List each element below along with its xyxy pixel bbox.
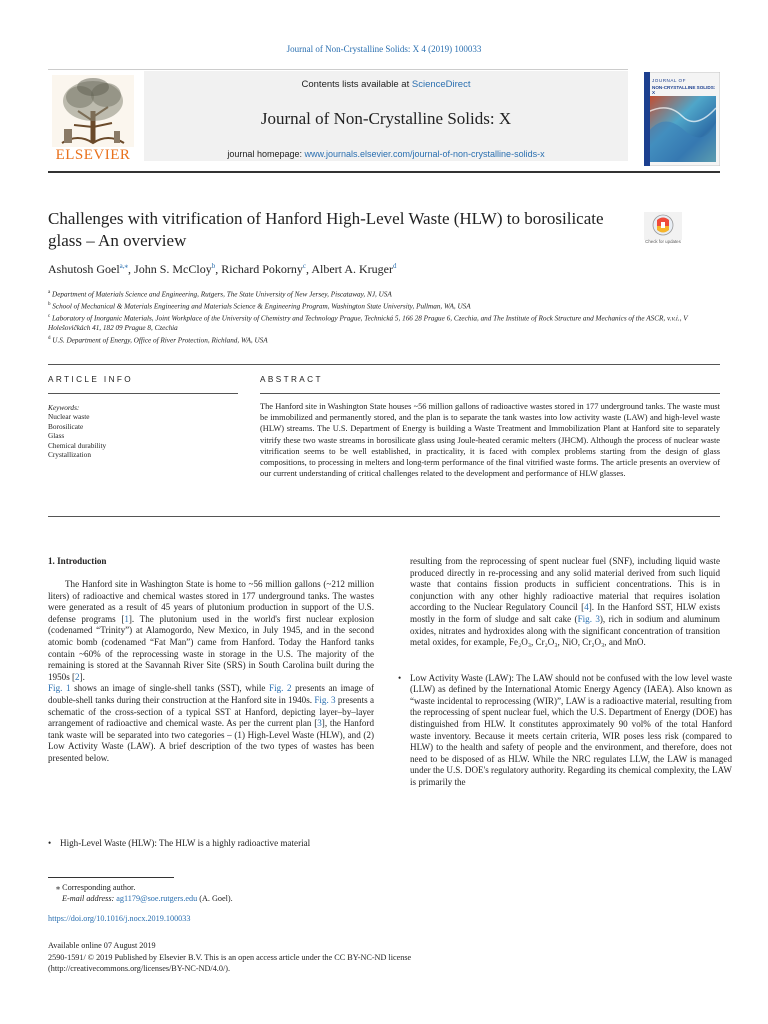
section-divider [48, 364, 720, 365]
right-column-text [398, 556, 720, 649]
bullet-icon: • [48, 838, 52, 848]
hlw-bullet-continued: resulting from the reprocessing of spent nuclear fuel (SNF), including liquid waste produced directly in re-processing and any solid material derived from such liquid waste that contains fission products in sufficient concentrations. This is in conjunction with any other highly radioactive material that requires isolation according to the Nuclear Regulatory Council [4]. In the Hanford SST, HLW exists mostly in the form of sludge and salt cake (Fig. 3), rich in sodium and aluminum oxides, nitrates and hydroxides along with the significant concentration of transition metal oxides, for example, Fe₂O₃, Cr₂O₃, NiO, Cr₂O₃, and MnO. [410, 556, 721, 648]
footnotes [48, 882, 448, 905]
journal-homepage: journal homepage: www.journals.elsevier.com/journal-of-non-crystalline-solids-x [227, 149, 545, 159]
affiliation-a: $^a$ Department of Materials Science and Engineering, Rutgers, The State University of New Jersey, Piscataway, NJ, USA [48, 290, 392, 299]
article-info-divider [48, 393, 238, 394]
abstract-text: The Hanford site in Washington State houses ~56 million gallons of radioactive wastes stored in 177 underground tanks. The waste must be immobilized and permanently stored, and the plan is to separate the tank wastes into low activity waste (LAW) and high-level waste (HLW) streams. The U.S. Department of Energy is building a Waste Treatment and Immobilization Plant at Hanford site to separately vitrify these two waste streams in borosilicate glass using Joule-heated ceramic melters (JHCM). Although the process of nuclear waste vitrification seems to be well established, in practicality, it is faced with complex problems starting from the design of glass compositions, to processing in melters and long-term performance of the final vitrified waste forms. The article presents an overview of our current understanding of critical challenges related to the development and performance of HLW glasses. [260, 402, 720, 479]
license-line-2: (http://creativecommons.org/licenses/BY-NC-ND/4.0/). [48, 964, 230, 974]
header-divider-bottom [48, 171, 720, 173]
intro-paragraph-2: Fig. 1 shows an image of single-shell tanks (SST), while Fig. 2 presents an image of double-shell tanks during their construction at the Hanford site in 1940s. Fig. 3 presents a schematic of the cross-section of a typical SST at Hanford, depicting layer–by–layer arrangement of radioactive and chemical waste. As per the current plan [3], the Hanford tank waste will be separated into two categories – (1) High-Level Waste (HLW), and (2) Low Activity Waste (LAW). A brief description of the two types of wastes has been presented below. [48, 683, 374, 763]
bullet-icon: • [398, 672, 402, 683]
affiliation-list [48, 288, 708, 346]
corresponding-author-note: ⁎ Corresponding author. [56, 883, 136, 892]
email-note: E-mail address: ag1179@soe.rutgers.edu (A. Goel). [62, 894, 233, 904]
abstract-bottom-divider [48, 516, 720, 517]
author-4[interactable]: Albert A. Kruger$^d$ [311, 262, 397, 276]
fig-link-2[interactable]: Fig. 2 [269, 683, 292, 694]
sciencedirect-link[interactable]: ScienceDirect [411, 79, 471, 90]
elsevier-wordmark: ELSEVIER [55, 147, 131, 163]
license-line-1: 2590-1591/ © 2019 Published by Elsevier B.V. This is an open access article under the CC BY-NC-ND license [48, 952, 412, 962]
contents-availability: Contents lists available at ScienceDirect [301, 79, 471, 90]
affiliation-b: $^b$ School of Mechanical & Materials Engineering and Materials Science & Engineering Program, Washington State University, Pullman, WA, USA [48, 302, 471, 311]
fig-link-3b[interactable]: Fig. 3 [577, 613, 600, 624]
journal-citation-link[interactable]: Journal of Non-Crystalline Solids: X 4 (2019) 100033 [286, 44, 482, 54]
keywords-list [48, 412, 106, 460]
ref-link-3[interactable]: 3 [317, 718, 322, 729]
keyword: Nuclear waste [48, 412, 90, 421]
author-2[interactable]: John S. McCloy$^b$ [134, 262, 216, 276]
fig-link-1[interactable]: Fig. 1 [48, 683, 71, 694]
ref-link-2[interactable]: 2 [75, 671, 80, 682]
abstract-divider [260, 393, 720, 394]
author-list: Ashutosh Goel$^{a,⁎}$, John S. McCloy$^b$, Richard Pokorny$^c$, Albert A. Kruger$^d$ [48, 262, 397, 276]
ref-link-1[interactable]: 1 [124, 613, 129, 624]
publication-info [48, 940, 548, 975]
keyword: Chemical durability [48, 440, 107, 450]
affiliation-c: $^c$ Laboratory of Inorganic Materials, Joint Workplace of the University of Chemistry and Technology Prague, Technická 5, 166 28 Prague 6, Czechia, and The Institute of Rock Structure and Mechanics of the ASCR, v.v.i., V Holešovičkách 41, 182 09 Prague 8, Czechia [48, 314, 688, 333]
author-3[interactable]: Richard Pokorny$^c$ [221, 262, 306, 276]
keywords-label: Keywords: [48, 403, 80, 412]
article-title: Challenges with vitrification of Hanford High-Level Waste (HLW) to borosilicate glass – An overview [48, 209, 604, 250]
left-column-text [48, 579, 374, 765]
available-online: Available online 07 August 2019 [48, 941, 156, 950]
cover-title-line1: JOURNAL OF [652, 78, 686, 83]
journal-cover-thumbnail[interactable] [644, 72, 720, 166]
journal-header [48, 71, 628, 167]
elsevier-logo[interactable] [48, 71, 138, 167]
article-info-heading: ARTICLE INFO [48, 375, 134, 384]
fig-link-3[interactable]: Fig. 3 [314, 694, 336, 705]
footnote-divider [48, 877, 174, 878]
author-1[interactable]: Ashutosh Goel$^{a,⁎}$ [48, 262, 129, 276]
header-title-panel [144, 71, 628, 161]
affiliation-d: $^d$ U.S. Department of Energy, Office of River Protection, Richland, WA, USA [48, 335, 268, 345]
cover-title-line2: NON-CRYSTALLINE SOLIDS: X [652, 85, 716, 95]
crossmark-label: Check for updates [645, 239, 681, 244]
introduction-heading: 1. Introduction [48, 556, 107, 566]
intro-paragraph-1: The Hanford site in Washington State is home to ~56 million gallons (~212 million liters) of radioactive and chemical wastes stored in 177 underground tanks. The wastes were generated as a result of 45 years of plutonium production in support of the U.S. defense programs [1]. The plutonium used in the world's first nuclear explosion (codenamed “Trinity”) at Alamogordo, New Mexico, in July 1945, and in the second atomic bomb (codenamed “Fat Man”) came from Hanford. Today the Hanford tanks contain ~60% of the reprocessing waste in storage in the U.S. The majority of the remaining is stored at the Savannah River Site (SRS) in South Carolina built during the 1950s [2]. [48, 579, 374, 682]
keyword: Crystallization [48, 450, 91, 460]
header-divider-top [48, 69, 628, 70]
keyword: Glass [48, 431, 65, 441]
ref-link-4[interactable]: 4 [584, 602, 589, 613]
journal-title: Journal of Non-Crystalline Solids: X [260, 109, 512, 128]
crossmark-icon [644, 212, 682, 240]
keyword: Borosilicate [48, 421, 84, 431]
abstract-heading: ABSTRACT [260, 375, 323, 384]
homepage-link[interactable]: www.journals.elsevier.com/journal-of-non-crystalline-solids-x [304, 149, 545, 159]
check-for-updates-button[interactable] [644, 212, 682, 252]
email-link[interactable]: ag1179@soe.rutgers.edu [116, 894, 198, 904]
hlw-bullet: • High-Level Waste (HLW): The HLW is a highly radioactive material [48, 838, 311, 848]
law-bullet: • Low Activity Waste (LAW): The LAW should not be confused with the low level waste (LLW) as defined by the International Atomic Energy Agency (IAEA). Also known as “waste incidental to reprocessing (WIR)”, LAW is a radioactive material, resulting from the reprocessing of spent nuclear fuel, which the U.S. Department of Energy (DOE) has distinguished from HLW. It constitutes approximately 90 vol% of the total Hanford waste inventory. Because it meets certain criteria, WIR poses less risk (compared to HLW) to the health and safety of people and the environment, and therefore, does not need to be disposed of as HLW. While the NRC regulates LLW, the LAW is managed under the U.S. DOE's regulatory authority. Regarding its chemical complexity, the LAW is primarily the [398, 672, 732, 787]
doi-link[interactable]: https://doi.org/10.1016/j.nocx.2019.100033 [48, 914, 191, 923]
